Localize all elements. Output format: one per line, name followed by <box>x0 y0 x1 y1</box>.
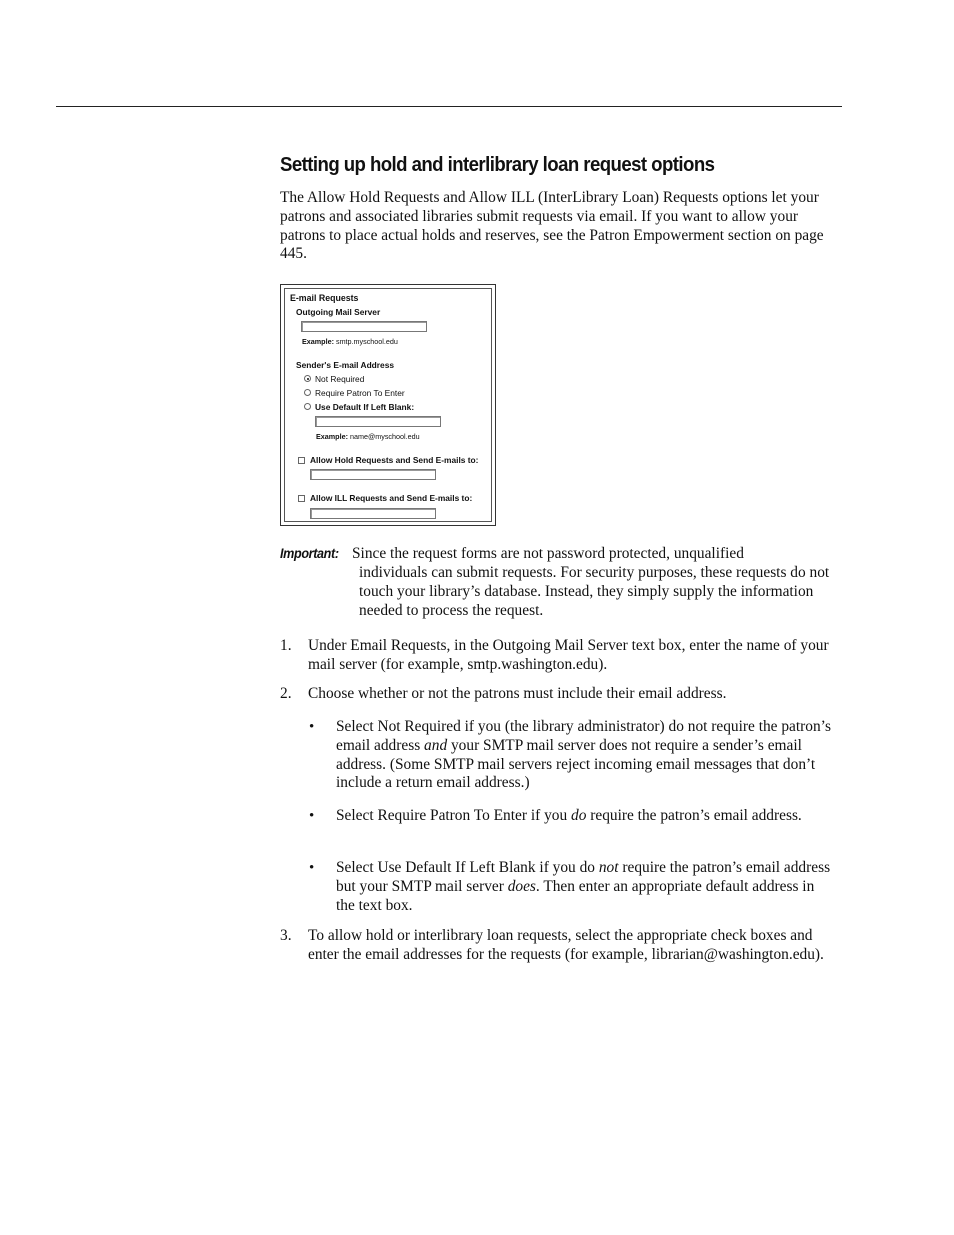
intro-paragraph: The Allow Hold Requests and Allow ILL (InterLibrary Loan) Requests options let your patrons and associated libraries submit requests via email. If you want to allow your patrons to place actual holds and reserves, see the Patron Empowerment section on page 445. <box>280 189 824 263</box>
sender-address-label: Sender's E-mail Address <box>296 360 395 370</box>
radio-use-default-label: Use Default If Left Blank: <box>315 402 415 412</box>
allow-ill-checkbox[interactable] <box>298 495 305 502</box>
bullet-marker: • <box>309 808 315 824</box>
important-label: Important: <box>280 545 339 561</box>
radio-not-required[interactable] <box>304 375 311 382</box>
header-rule <box>56 106 842 107</box>
email-requests-panel <box>284 288 492 522</box>
step-number: 1. <box>280 637 292 654</box>
important-first-line: Since the request forms are not password protected, unqualified <box>352 545 744 562</box>
panel-title: E-mail Requests <box>290 293 359 303</box>
bullet-use-default: Select Use Default If Left Blank if you do not require the patron’s email address but your SMTP mail server does. Then enter an appropriate default address in the text box. <box>336 859 831 914</box>
radio-require-patron[interactable] <box>304 389 311 396</box>
step-text: To allow hold or interlibrary loan requests, select the appropriate check boxes and enter the email addresses for the requests (for example, librarian@washington.edu). <box>308 927 824 963</box>
hold-email-input[interactable] <box>310 469 436 480</box>
default-address-input[interactable] <box>315 416 441 427</box>
bullet-marker: • <box>309 719 315 735</box>
allow-hold-checkbox[interactable] <box>298 457 305 464</box>
email-requests-screenshot <box>280 284 496 526</box>
allow-ill-label: Allow ILL Requests and Send E-mails to: <box>310 493 473 503</box>
ill-email-input[interactable] <box>310 508 436 519</box>
step-number: 3. <box>280 927 292 944</box>
outgoing-mail-input[interactable] <box>301 321 427 332</box>
step-number: 2. <box>280 685 292 702</box>
step-text: Choose whether or not the patrons must include their email address. <box>308 685 727 702</box>
default-example: Example: name@myschool.edu <box>316 432 420 441</box>
outgoing-example: Example: smtp.myschool.edu <box>302 337 398 346</box>
bullet-not-required: Select Not Required if you (the library administrator) do not require the patron’s email address and your SMTP mail server does not require a sender’s email address. (Some SMTP mail servers reject incoming email messages that don’t include a return email address.) <box>336 718 831 792</box>
step-text: Under Email Requests, in the Outgoing Mail Server text box, enter the name of your mail server (for example, smtp.washington.edu). <box>308 637 829 673</box>
radio-require-patron-label: Require Patron To Enter <box>315 388 405 398</box>
outgoing-mail-label: Outgoing Mail Server <box>296 307 381 317</box>
bullet-require-patron: Select Require Patron To Enter if you do require the patron’s email address. <box>336 807 802 824</box>
section-title: Setting up hold and interlibrary loan request options <box>280 154 715 176</box>
radio-not-required-label: Not Required <box>315 374 365 384</box>
radio-use-default[interactable] <box>304 403 311 410</box>
bullet-marker: • <box>309 860 315 876</box>
allow-hold-label: Allow Hold Requests and Send E-mails to: <box>310 455 479 465</box>
important-text: individuals can submit requests. For security purposes, these requests do not touch your library’s database. Instead, they simply supply the information needed to process the request. <box>359 564 830 619</box>
